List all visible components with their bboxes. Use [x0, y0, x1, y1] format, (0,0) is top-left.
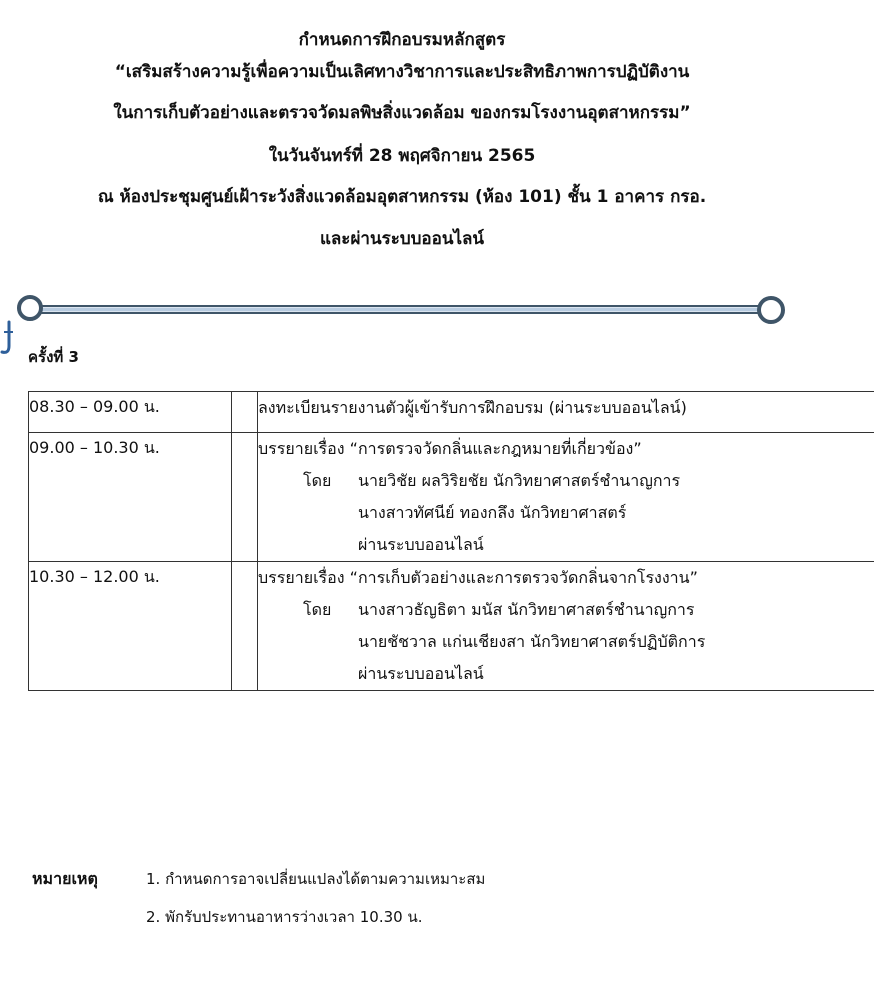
schedule-table [28, 391, 874, 691]
speaker-1: นายวิชัย ผลวิริยชัย นักวิทยาศาสตร์ชำนาญการ [358, 471, 681, 490]
header-line-6: และผ่านระบบออนไลน์ [319, 229, 485, 249]
divider-left-circle [19, 297, 41, 319]
row-topic [258, 562, 874, 691]
by-label: โดย [303, 471, 332, 490]
note-item-2: 2. พักรับประทานอาหารว่างเวลา 10.30 น. [146, 908, 423, 926]
row-separator-cell [232, 433, 258, 562]
header-line-5: ณ ห้องประชุมศูนย์เฝ้าระวังสิ่งแวดล้อมอุตสาหกรรม (ห้อง 101) ชั้น 1 อาคาร กรอ. [97, 187, 707, 207]
speaker-2: นางสาวทัศนีย์ ทองกลึง นักวิทยาศาสตร์ [358, 503, 627, 522]
notes-section [32, 864, 485, 940]
table-row [29, 433, 874, 562]
row-time: 10.30 – 12.00 น. [29, 562, 232, 691]
speaker-1: นางสาวธัญธิตา มนัส นักวิทยาศาสตร์ชำนาญการ [358, 600, 695, 619]
row-topic [258, 433, 874, 562]
header-line-1: กำหนดการฝึกอบรมหลักสูตร [298, 30, 506, 50]
row-separator-cell [232, 562, 258, 691]
session-title: ครั้งที่ 3 [28, 348, 79, 366]
topic-text: ลงทะเบียนรายงานตัวผู้เข้ารับการฝึกอบรม (ผ่านระบบออนไลน์) [258, 398, 687, 417]
table-row [29, 562, 874, 691]
divider-right-circle [759, 298, 783, 322]
anchor-icon [0, 320, 14, 358]
delivery-mode: ผ่านระบบออนไลน์ [358, 664, 484, 683]
row-time: 08.30 – 09.00 น. [29, 392, 232, 433]
table-row [29, 392, 874, 433]
row-time: 09.00 – 10.30 น. [29, 433, 232, 562]
row-topic [258, 392, 874, 433]
header-line-2: “เสริมสร้างความรู้เพื่อความเป็นเลิศทางวิชาการและประสิทธิภาพการปฏิบัติงาน [114, 62, 690, 82]
notes-label: หมายเหตุ [32, 869, 98, 888]
speaker-2: นายชัชวาล แก่นเชียงสา นักวิทยาศาสตร์ปฏิบัติการ [358, 632, 706, 651]
speaker-line [258, 594, 874, 626]
speaker-line [258, 465, 874, 497]
decorative-divider [0, 294, 800, 328]
by-label: โดย [303, 600, 332, 619]
topic-text: บรรยายเรื่อง “การเก็บตัวอย่างและการตรวจวัดกลิ่นจากโรงงาน” [258, 568, 698, 587]
row-separator-cell [232, 392, 258, 433]
topic-text: บรรยายเรื่อง “การตรวจวัดกลิ่นและกฎหมายที่เกี่ยวข้อง” [258, 439, 642, 458]
document-header [0, 30, 804, 250]
delivery-mode: ผ่านระบบออนไลน์ [358, 535, 484, 554]
header-line-3: ในการเก็บตัวอย่างและตรวจวัดมลพิษสิ่งแวดล้อม ของกรมโรงงานอุตสาหกรรม” [113, 103, 691, 123]
note-row-1 [32, 864, 485, 902]
header-line-4: ในวันจันทร์ที่ 28 พฤศจิกายน 2565 [268, 146, 536, 166]
note-item-1: 1. กำหนดการอาจเปลี่ยนแปลงได้ตามความเหมาะสม [146, 870, 486, 888]
